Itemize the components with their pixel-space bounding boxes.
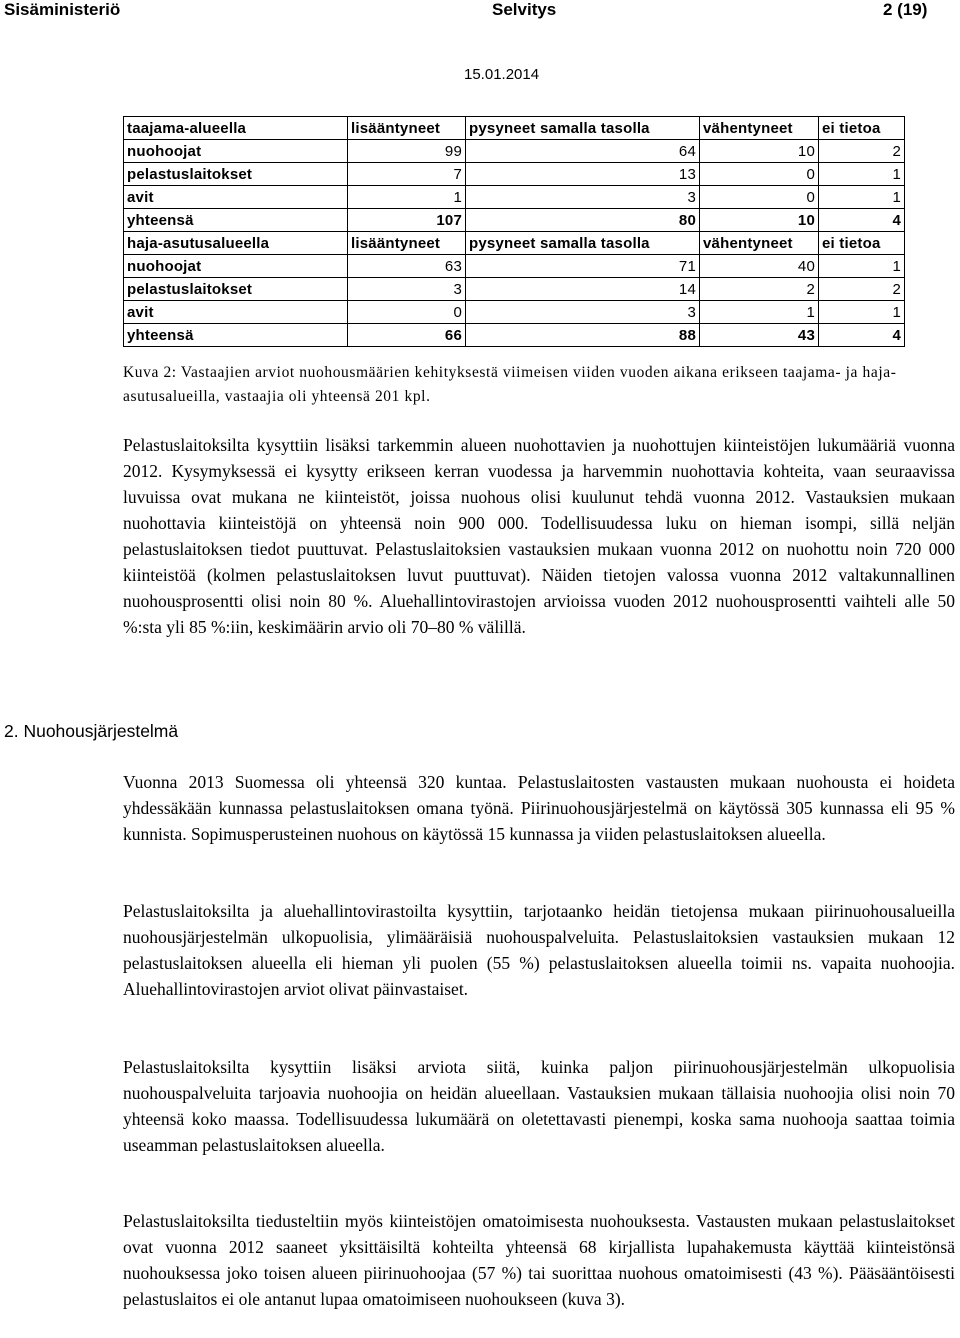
table-row bbox=[124, 278, 905, 301]
table-cell: 10 bbox=[700, 209, 819, 232]
table-cell: 107 bbox=[348, 209, 466, 232]
section-heading: 2. Nuohousjärjestelmä bbox=[4, 721, 179, 741]
table-header-cell: pysyneet samalla tasolla bbox=[466, 232, 700, 255]
table-header-row bbox=[124, 232, 905, 255]
table-cell: 2 bbox=[819, 140, 905, 163]
row-label: pelastuslaitokset bbox=[124, 278, 348, 301]
row-label: nuohoojat bbox=[124, 140, 348, 163]
table-cell: 88 bbox=[466, 324, 700, 347]
table-row bbox=[124, 163, 905, 186]
table-cell: 43 bbox=[700, 324, 819, 347]
table-header-cell: lisääntyneet bbox=[348, 117, 466, 140]
table-cell: 3 bbox=[466, 301, 700, 324]
table-cell: 3 bbox=[466, 186, 700, 209]
row-label: avit bbox=[124, 301, 348, 324]
table-cell: 0 bbox=[700, 163, 819, 186]
table-cell: 0 bbox=[700, 186, 819, 209]
table-cell: 40 bbox=[700, 255, 819, 278]
table-cell: 2 bbox=[700, 278, 819, 301]
table-cell: 13 bbox=[466, 163, 700, 186]
body-paragraph: Pelastuslaitoksilta tiedusteltiin myös kiinteistöjen omatoimisesta nuohouksesta. Vastausten mukaan pelastuslaitokset ovat vuonna 2012 saaneet yksittäisiltä kohteilta yhteensä 68 kirjallista lupahakemusta käyttää kiinteistönsä nuohouksessa joko toisen alueen piirinuohoojaa (57 %) tai suorittaa nuohous omatoimisesti (43 %). Pääsääntöisesti pelastuslaitos ei ole antanut lupaa omatoimiseen nuohoukseen (kuva 3). bbox=[123, 1211, 955, 1309]
table-header-row bbox=[124, 117, 905, 140]
table-row bbox=[124, 186, 905, 209]
header-page-number: 2 (19) bbox=[883, 0, 928, 19]
table-header-cell: ei tietoa bbox=[819, 117, 905, 140]
table-cell: 4 bbox=[819, 209, 905, 232]
body-paragraph: Pelastuslaitoksilta kysyttiin lisäksi tarkemmin alueen nuohottavien ja nuohottujen kiinteistöjen lukumääriä vuonna 2012. Kysymyksessä ei kysytty erikseen kerran vuodessa ja harvemmin nuohottavia kohteita, vaan seuraavissa luvuissa ovat mukana ne kiinteistöt, joissa nuohous olisi kuulunut tehdä vuonna 2012. Vastauksien mukaan nuohottavia kiinteistöjä on yhteensä noin 900 000. Todellisuudessa luku on hieman isompi, sillä neljän pelastuslaitoksen tiedot puuttuvat. Pelastuslaitoksien vastauksien mukaan vuonna 2012 on nuohottu noin 720 000 kiinteistöä (kolmen pelastuslaitoksen luvut puuttuvat). Näiden tietojen valossa vuonna 2012 valtakunnallinen nuohousprosentti olisi noin 80 %. Aluehallintovirastojen arvioissa vuoden 2012 nuohousprosentti vaihteli alle 50 %:sta yli 85 %:iin, keskimäärin arvio oli 70–80 % välillä. bbox=[123, 435, 955, 637]
header-org: Sisäministeriö bbox=[4, 0, 121, 19]
row-label: yhteensä bbox=[124, 324, 348, 347]
table-cell: 66 bbox=[348, 324, 466, 347]
body-paragraph: Pelastuslaitoksilta ja aluehallintovirastoilta kysyttiin, tarjotaanko heidän tietojensa mukaan piirinuohousalueilla nuohousjärjestelmän ulkopuolisia, ylimääräisiä nuohouspalveluita. Pelastuslaitoksien vastauksien mukaan 12 pelastuslaitoksen alueella eli hieman yli puolen (55 %) pelastuslaitoksen alueella toimii ns. vapaita nuohoojia. Aluehallintovirastojen arviot olivat päinvastaiset. bbox=[123, 901, 955, 999]
table-header-cell: haja-asutusalueella bbox=[124, 232, 348, 255]
header-doc-type: Selvitys bbox=[492, 0, 557, 19]
table-cell: 10 bbox=[700, 140, 819, 163]
table-cell: 0 bbox=[348, 301, 466, 324]
table-cell: 3 bbox=[348, 278, 466, 301]
table-cell: 14 bbox=[466, 278, 700, 301]
table-cell: 71 bbox=[466, 255, 700, 278]
table-cell: 99 bbox=[348, 140, 466, 163]
table-row bbox=[124, 140, 905, 163]
table-cell: 1 bbox=[700, 301, 819, 324]
table-header-cell: ei tietoa bbox=[819, 232, 905, 255]
table-header-cell: pysyneet samalla tasolla bbox=[466, 117, 700, 140]
survey-table bbox=[123, 116, 905, 347]
row-label: avit bbox=[124, 186, 348, 209]
table-total-row bbox=[124, 209, 905, 232]
table-header-cell: vähentyneet bbox=[700, 117, 819, 140]
table-total-row bbox=[124, 324, 905, 347]
table-row bbox=[124, 255, 905, 278]
table-cell: 63 bbox=[348, 255, 466, 278]
table-row bbox=[124, 301, 905, 324]
table-cell: 80 bbox=[466, 209, 700, 232]
table-cell: 2 bbox=[819, 278, 905, 301]
row-label: pelastuslaitokset bbox=[124, 163, 348, 186]
table-cell: 7 bbox=[348, 163, 466, 186]
table-cell: 1 bbox=[348, 186, 466, 209]
row-label: yhteensä bbox=[124, 209, 348, 232]
body-paragraph: Pelastuslaitoksilta kysyttiin lisäksi arviota siitä, kuinka paljon piirinuohousjärjestelmän ulkopuolisia nuohouspalveluita tarjoavia nuohoojia on heidän alueellaan. Vastauksien mukaan tällaisia nuohoojia olisi noin 70 yhteensä koko maassa. Todellisuudessa lukumäärä on oletettavasti pienempi, koska sama nuohooja saattaa toimia useamman pelastuslaitoksen alueella. bbox=[123, 1057, 955, 1155]
table-cell: 4 bbox=[819, 324, 905, 347]
table-cell: 64 bbox=[466, 140, 700, 163]
figure-caption: Kuva 2: Vastaajien arviot nuohousmäärien kehityksestä viimeisen viiden vuoden aikana erikseen taajama- ja haja-asutusalueilla, vastaajia oli yhteensä 201 kpl. bbox=[123, 364, 897, 405]
table-header-cell: lisääntyneet bbox=[348, 232, 466, 255]
header-date: 15.01.2014 bbox=[464, 66, 540, 83]
table-cell: 1 bbox=[819, 301, 905, 324]
table-cell: 1 bbox=[819, 255, 905, 278]
table-header-cell: vähentyneet bbox=[700, 232, 819, 255]
table-cell: 1 bbox=[819, 163, 905, 186]
table-header-cell: taajama-alueella bbox=[124, 117, 348, 140]
row-label: nuohoojat bbox=[124, 255, 348, 278]
table-cell: 1 bbox=[819, 186, 905, 209]
body-paragraph: Vuonna 2013 Suomessa oli yhteensä 320 kuntaa. Pelastuslaitosten vastausten mukaan nuohousta ei hoideta yhdessäkään kunnassa pelastuslaitoksen omana työnä. Piirinuohousjärjestelmä on käytössä 305 kunnassa eli 95 % kunnista. Sopimusperusteinen nuohous on käytössä 15 kunnassa ja viiden pelastuslaitoksen alueella. bbox=[123, 772, 955, 844]
